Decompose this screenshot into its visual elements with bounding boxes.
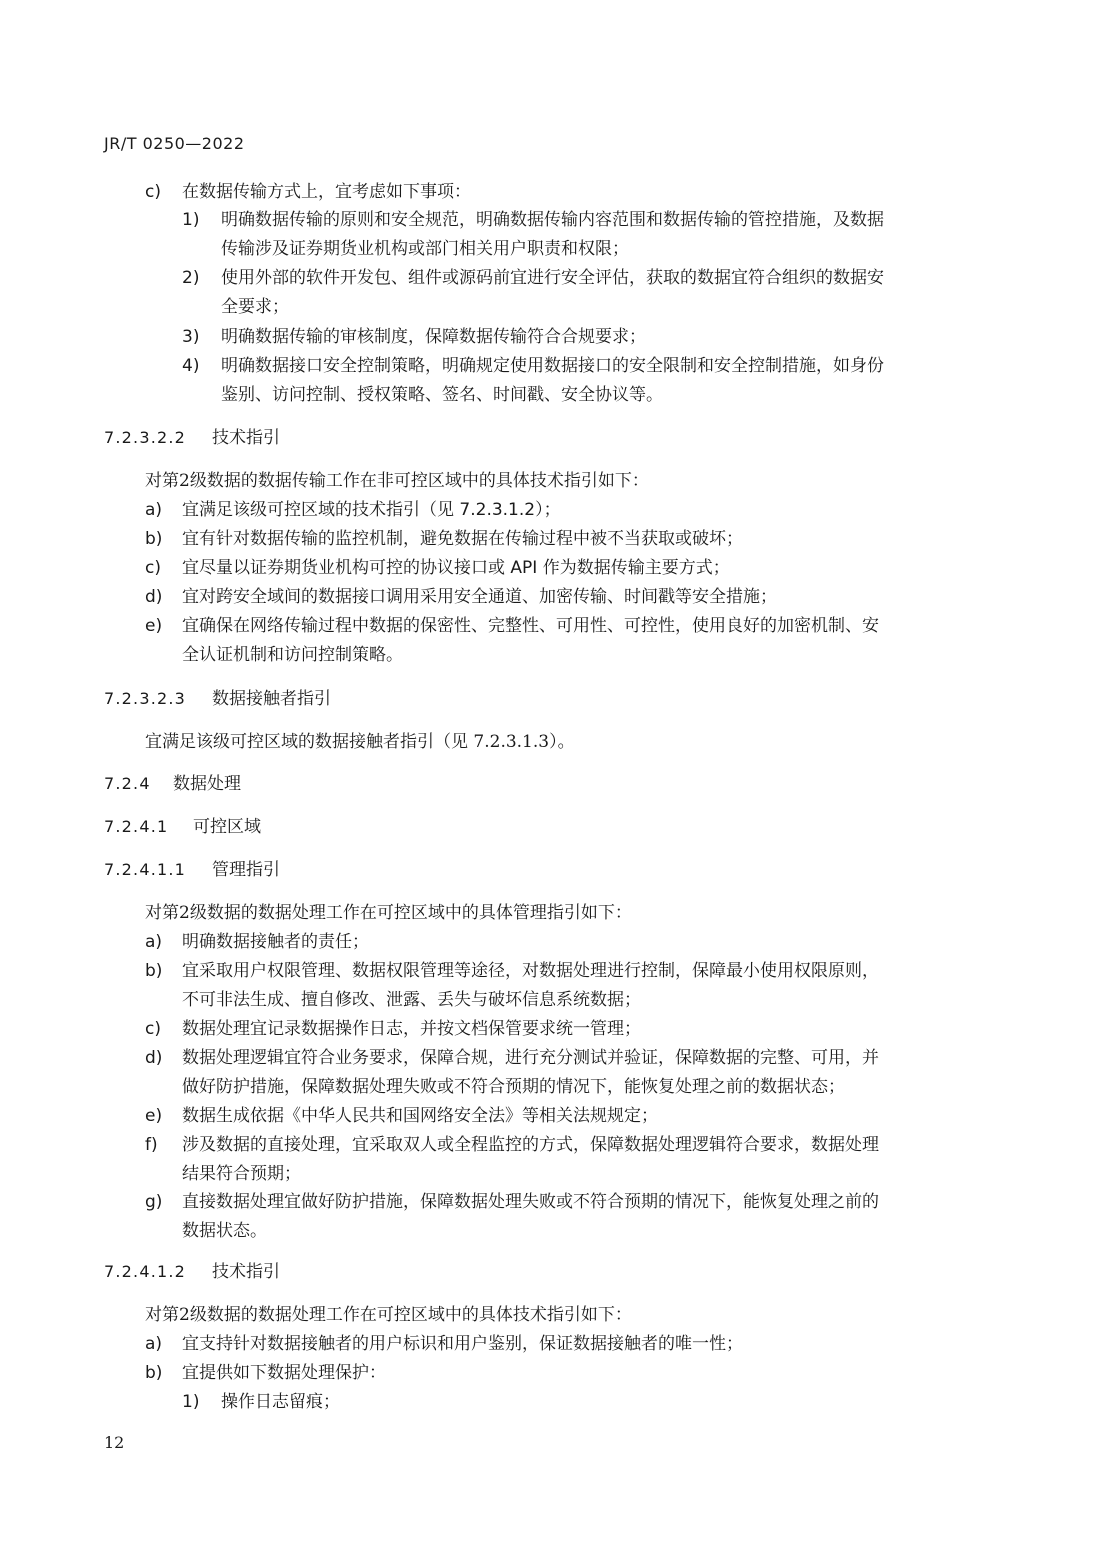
sub-item-marker: 4)	[182, 356, 200, 376]
list-item-text: 涉及数据的直接处理，宜采取双人或全程监控的方式，保障数据处理逻辑符合要求，数据处理	[182, 1135, 879, 1155]
section-title: 数据接触者指引	[212, 689, 331, 709]
list-item-text: 全认证机制和访问控制策略。	[182, 645, 403, 666]
section-number: 7.2.3.2.3	[104, 689, 187, 708]
list-item-marker: d)	[145, 1048, 163, 1068]
list-item-marker: f)	[145, 1135, 158, 1155]
list-item-text: 在数据传输方式上，宜考虑如下事项：	[182, 182, 471, 202]
section-number: 7.2.4	[104, 774, 151, 793]
list-item-text: 宜尽量以证券期货业机构可控的协议接口或 API 作为数据传输主要方式；	[182, 558, 730, 578]
list-item-marker: a)	[145, 932, 163, 952]
list-item-marker: d)	[145, 587, 163, 607]
list-item-marker: a)	[145, 1334, 163, 1354]
section-title: 技术指引	[212, 428, 280, 448]
list-item-text: 数据状态。	[182, 1221, 267, 1242]
list-item-marker: b)	[145, 529, 163, 549]
section-number: 7.2.4.1.1	[104, 860, 187, 879]
section-number: 7.2.4.1	[104, 817, 169, 836]
section-title: 可控区域	[193, 817, 261, 837]
list-item-text: 明确数据接触者的责任；	[182, 932, 369, 952]
document-code-header: JR/T 0250—2022	[104, 134, 245, 153]
sub-item-text: 明确数据传输的原则和安全规范，明确数据传输内容范围和数据传输的管控措施，及数据	[221, 210, 884, 230]
list-item-text: 不可非法生成、擅自修改、泄露、丢失与破坏信息系统数据；	[182, 990, 641, 1011]
sub-item-marker: 1)	[182, 210, 200, 230]
list-item-text: 宜提供如下数据处理保护：	[182, 1363, 386, 1383]
section-title: 管理指引	[212, 860, 280, 880]
list-item-text: 数据生成依据《中华人民共和国网络安全法》等相关法规规定；	[182, 1106, 658, 1126]
sub-item-marker: 2)	[182, 268, 200, 288]
list-item-marker: g)	[145, 1192, 163, 1212]
list-item-marker: e)	[145, 1106, 163, 1126]
sub-item-marker: 1)	[182, 1392, 200, 1412]
list-item-marker: e)	[145, 616, 163, 636]
list-item-marker: b)	[145, 1363, 163, 1383]
sub-item-text: 明确数据传输的审核制度，保障数据传输符合合规要求；	[221, 327, 646, 347]
sub-item-text: 使用外部的软件开发包、组件或源码前宜进行安全评估，获取的数据宜符合组织的数据安	[221, 268, 884, 288]
paragraph-line: 对第2级数据的数据处理工作在可控区域中的具体技术指引如下：	[145, 1305, 632, 1325]
section-number: 7.2.3.2.2	[104, 428, 187, 447]
section-title: 数据处理	[173, 774, 241, 794]
sub-item-text: 鉴别、访问控制、授权策略、签名、时间戳、安全协议等。	[221, 385, 663, 406]
list-item-text: 宜支持针对数据接触者的用户标识和用户鉴别，保证数据接触者的唯一性；	[182, 1334, 743, 1354]
list-item-marker: c)	[145, 558, 161, 578]
list-item-text: 宜对跨安全域间的数据接口调用采用安全通道、加密传输、时间戳等安全措施；	[182, 587, 777, 607]
list-item-text: 结果符合预期；	[182, 1164, 301, 1185]
sub-item-text: 明确数据接口安全控制策略，明确规定使用数据接口的安全限制和安全控制措施，如身份	[221, 356, 884, 376]
paragraph-line: 对第2级数据的数据传输工作在非可控区域中的具体技术指引如下：	[145, 471, 649, 491]
sub-item-marker: 3)	[182, 327, 200, 347]
sub-item-text: 传输涉及证券期货业机构或部门相关用户职责和权限；	[221, 239, 629, 260]
list-item-marker: c)	[145, 182, 161, 202]
section-title: 技术指引	[212, 1262, 280, 1282]
sub-item-text: 全要求；	[221, 297, 289, 318]
list-item-text: 做好防护措施，保障数据处理失败或不符合预期的情况下，能恢复处理之前的数据状态；	[182, 1077, 845, 1098]
list-item-text: 数据处理逻辑宜符合业务要求，保障合规，进行充分测试并验证，保障数据的完整、可用，并	[182, 1048, 879, 1068]
paragraph-line: 宜满足该级可控区域的数据接触者指引（见 7.2.3.1.3）。	[145, 732, 575, 752]
list-item-text: 宜满足该级可控区域的技术指引（见 7.2.3.1.2）；	[182, 500, 561, 520]
paragraph-line: 对第2级数据的数据处理工作在可控区域中的具体管理指引如下：	[145, 903, 632, 923]
sub-item-text: 操作日志留痕；	[221, 1392, 340, 1412]
list-item-text: 直接数据处理宜做好防护措施，保障数据处理失败或不符合预期的情况下，能恢复处理之前的	[182, 1192, 879, 1212]
list-item-text: 宜确保在网络传输过程中数据的保密性、完整性、可用性、可控性，使用良好的加密机制、安	[182, 616, 879, 636]
section-number: 7.2.4.1.2	[104, 1262, 187, 1281]
list-item-marker: a)	[145, 500, 163, 520]
list-item-marker: b)	[145, 961, 163, 981]
list-item-text: 数据处理宜记录数据操作日志，并按文档保管要求统一管理；	[182, 1019, 641, 1039]
list-item-text: 宜采取用户权限管理、数据权限管理等途径，对数据处理进行控制，保障最小使用权限原则，	[182, 961, 879, 981]
list-item-marker: c)	[145, 1019, 161, 1039]
list-item-text: 宜有针对数据传输的监控机制，避免数据在传输过程中被不当获取或破坏；	[182, 529, 743, 549]
page-number: 12	[104, 1433, 125, 1452]
